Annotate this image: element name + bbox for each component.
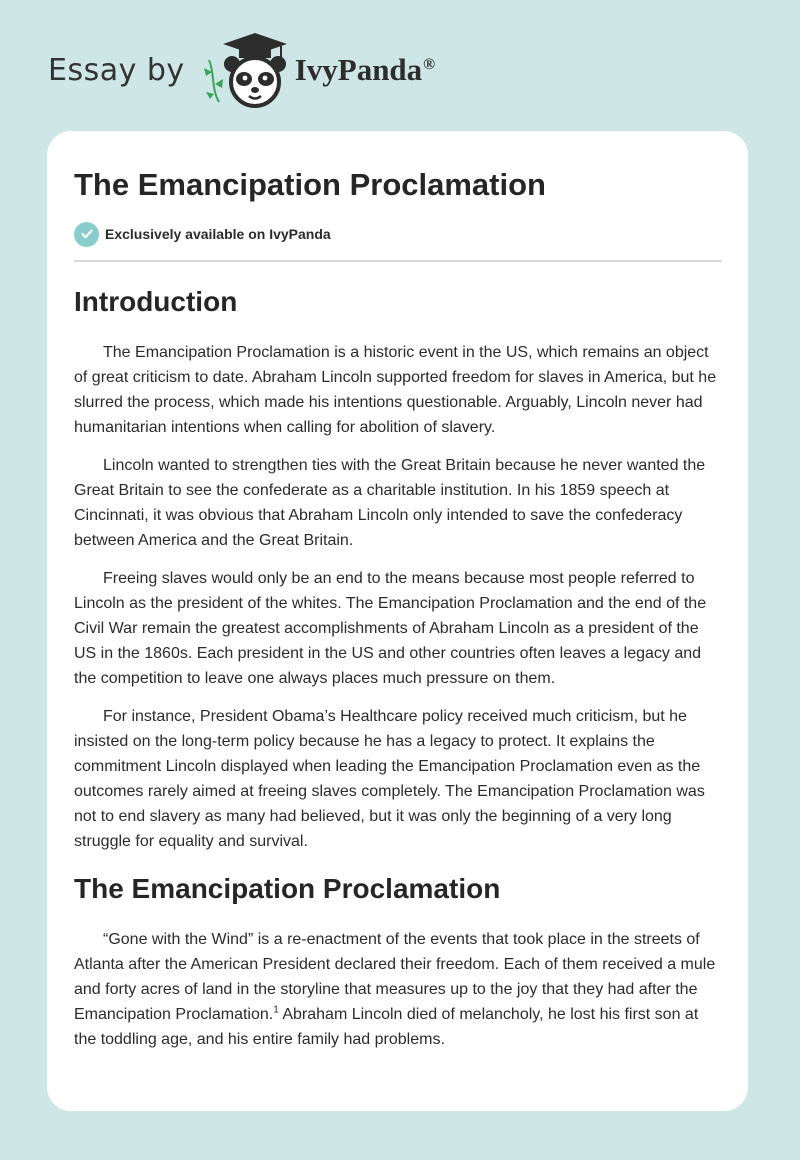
page-title: The Emancipation Proclamation [74, 167, 546, 202]
footnote-marker[interactable]: 1 [273, 1004, 279, 1016]
brand-name[interactable] [295, 52, 435, 88]
registered-mark: ® [423, 55, 436, 73]
paragraph [74, 927, 722, 1052]
section-heading-introduction: Introduction [74, 286, 238, 317]
paragraph: Lincoln wanted to strengthen ties with the Great Britain because he never wanted the Great Britain to see the confederate as a charitable institution. In his 1859 speech at Cincinnati, it was obvious that Abraham Lincoln only intended to save the confederacy between America and the Great Britain. [74, 457, 706, 549]
divider [74, 260, 722, 262]
paragraph-text: Abraham Lincoln died of melancholy, he lost his first son at the toddling age, and his entire family had problems. [74, 1006, 699, 1048]
panda-logo-icon[interactable] [199, 30, 291, 110]
section-heading-emancipation-proclamation: The Emancipation Proclamation [74, 873, 501, 904]
essay-card [47, 131, 748, 1111]
exclusive-badge [74, 221, 722, 247]
paragraph: For instance, President Obama’s Healthcare policy received much criticism, but he insisted on the long-term policy because he has a legacy to protect. It explains the commitment Lincoln displayed when leading the Emancipation Proclamation even as the outcomes rarely aimed at freeing slaves completely. The Emancipation Proclamation was not to end slavery as many had believed, but it was only the beginning of a very long struggle for equality and survival. [74, 708, 705, 850]
brand-name-text: IvyPanda [294, 52, 423, 87]
paragraph: The Emancipation Proclamation is a historic event in the US, which remains an object of great criticism to date. Abraham Lincoln supported freedom for slaves in America, but he slurred the process, which made his intentions questionable. Arguably, Lincoln never had humanitarian intentions when calling for abolition of slavery. [74, 344, 717, 436]
site-header [48, 30, 435, 110]
section-body-emancipation-proclamation [74, 927, 722, 1052]
section-body-introduction [74, 340, 722, 854]
essay-by-label: Essay by [48, 52, 185, 88]
exclusive-badge-text: Exclusively available on IvyPanda [105, 226, 331, 242]
paragraph: Freeing slaves would only be an end to the means because most people referred to Lincoln as the president of the whites. The Emancipation Proclamation and the end of the Civil War remain the greatest accomplishments of Abraham Lincoln as a president of the US in the 1860s. Each president in the US and other countries often leaves a legacy and the competition to leave one always places much pressure on them. [74, 570, 707, 687]
paragraph-text: “Gone with the Wind” is a re-enactment of the events that took place in the streets of Atlanta after the American President declared their freedom. Each of them received a mule and forty acres of land in the storyline that measures up to the joy that they had after the Emancipation Proclamation. [74, 931, 716, 1023]
check-circle-icon [74, 222, 99, 247]
